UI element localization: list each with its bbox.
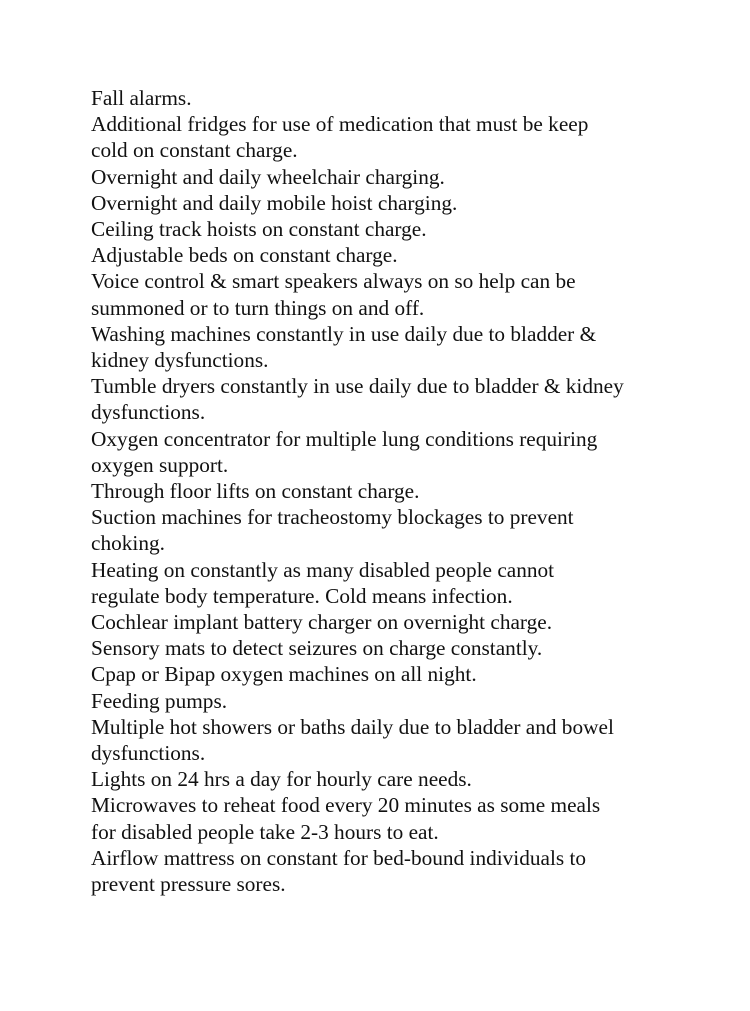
item-line: Adjustable beds on constant charge. <box>91 243 398 268</box>
list-item <box>91 661 731 687</box>
item-line: oxygen support. <box>91 452 229 477</box>
item-line: Tumble dryers constantly in use daily due to bladder & kidney <box>91 374 624 399</box>
item-line: Feeding pumps. <box>91 688 228 713</box>
list-item <box>91 792 731 844</box>
item-line: dysfunctions. <box>91 400 206 425</box>
document-item-list <box>91 85 731 897</box>
list-item <box>91 321 731 373</box>
item-line: Airflow mattress on constant for bed-bound individuals to <box>91 845 587 870</box>
item-line: prevent pressure sores. <box>91 872 286 897</box>
list-item <box>91 635 731 661</box>
list-item <box>91 111 731 163</box>
list-item <box>91 504 731 556</box>
list-item <box>91 557 731 609</box>
list-item <box>91 242 731 268</box>
list-item <box>91 190 731 216</box>
item-line: Voice control & smart speakers always on so help can be <box>91 269 576 294</box>
item-line: cold on constant charge. <box>91 138 298 163</box>
item-line: Suction machines for tracheostomy blockages to prevent <box>91 505 574 530</box>
list-item <box>91 426 731 478</box>
item-line: choking. <box>91 531 165 556</box>
item-line: Cochlear implant battery charger on overnight charge. <box>91 610 553 635</box>
item-line: Ceiling track hoists on constant charge. <box>91 217 427 242</box>
list-item <box>91 714 731 766</box>
item-line: summoned or to turn things on and off. <box>91 295 425 320</box>
item-line: kidney dysfunctions. <box>91 348 269 373</box>
item-line: Washing machines constantly in use daily due to bladder & <box>91 321 597 346</box>
item-line: Cpap or Bipap oxygen machines on all night. <box>91 662 477 687</box>
list-item <box>91 688 731 714</box>
item-line: Through floor lifts on constant charge. <box>91 479 420 504</box>
item-line: Microwaves to reheat food every 20 minutes as some meals <box>91 793 601 818</box>
list-item <box>91 609 731 635</box>
list-item <box>91 766 731 792</box>
item-line: Lights on 24 hrs a day for hourly care needs. <box>91 767 472 792</box>
item-line: regulate body temperature. Cold means infection. <box>91 583 513 608</box>
item-line: Multiple hot showers or baths daily due to bladder and bowel <box>91 714 614 739</box>
item-line: for disabled people take 2-3 hours to eat. <box>91 819 439 844</box>
list-item <box>91 268 731 320</box>
list-item <box>91 373 731 425</box>
item-line: Additional fridges for use of medication that must be keep <box>91 112 589 137</box>
list-item <box>91 164 731 190</box>
list-item <box>91 478 731 504</box>
list-item <box>91 85 731 111</box>
list-item <box>91 845 731 897</box>
item-line: Heating on constantly as many disabled people cannot <box>91 557 555 582</box>
item-line: dysfunctions. <box>91 741 206 766</box>
item-line: Sensory mats to detect seizures on charge constantly. <box>91 636 543 661</box>
item-line: Oxygen concentrator for multiple lung conditions requiring <box>91 426 598 451</box>
item-line: Overnight and daily mobile hoist charging. <box>91 190 458 215</box>
list-item <box>91 216 731 242</box>
item-line: Overnight and daily wheelchair charging. <box>91 164 445 189</box>
item-line: Fall alarms. <box>91 86 192 110</box>
